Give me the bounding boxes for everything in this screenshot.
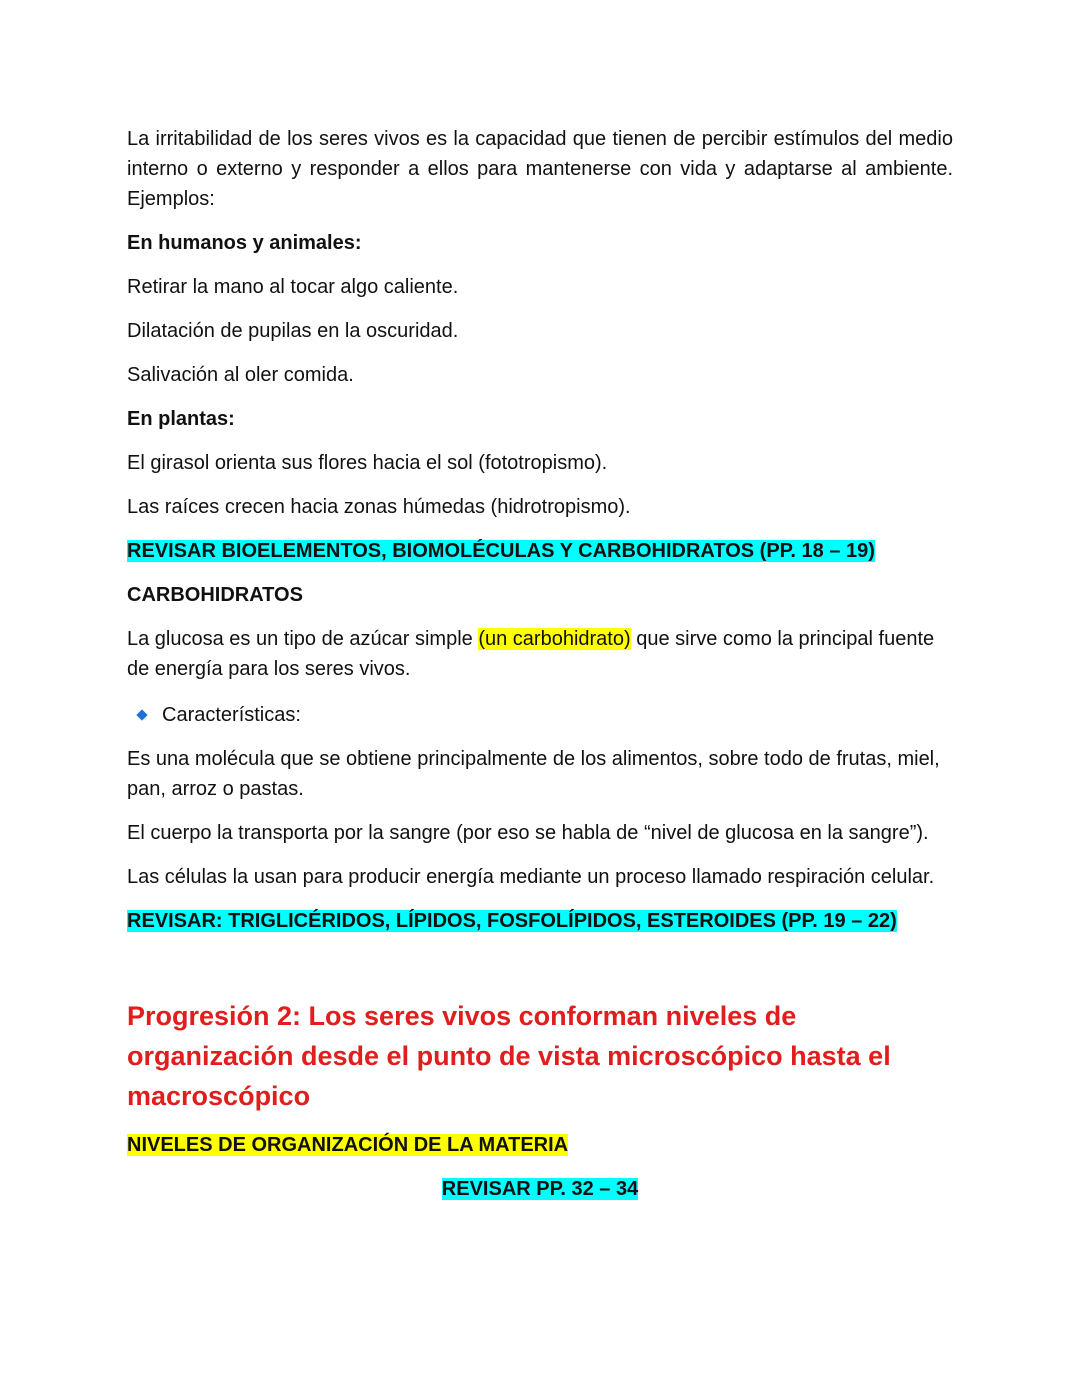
review-note-pages-text: REVISAR PP. 32 – 34 [441,1178,639,1200]
glucose-text-end: que sirve como la principal fuente de energía para los seres vivos. [127,628,935,680]
glucose-highlight: (un carbohidrato) [478,628,631,650]
humans-heading: En humanos y animales: [127,232,362,254]
glucose-detail-2: El cuerpo la transporta por la sangre (por eso se habla de “nivel de glucosa en la sangre”). [127,822,929,844]
review-note-lipids [127,906,953,936]
glucose-detail-1: Es una molécula que se obtiene principalmente de los alimentos, sobre todo de frutas, miel, pan, arroz o pastas. [127,748,940,800]
review-note-pages [127,1174,953,1204]
review-note-bioelements [127,536,953,566]
characteristics-label: Características: [162,704,301,726]
intro-paragraph: La irritabilidad de los seres vivos es la capacidad que tienen de percibir estímulos del medio interno o externo y responder a ellos para mantenerse con vida y adaptarse al ambiente. Ejemplos: [127,128,953,210]
plants-example-1: El girasol orienta sus flores hacia el sol (fototropismo). [127,452,608,474]
humans-example-2: Dilatación de pupilas en la oscuridad. [127,320,459,342]
organization-levels-heading-text: NIVELES DE ORGANIZACIÓN DE LA MATERIA [127,1134,569,1156]
glucose-text-start: La glucosa es un tipo de azúcar simple [127,628,479,650]
document-page [127,124,953,1204]
humans-example-3: Salivación al oler comida. [127,364,354,386]
glucose-detail-3: Las células la usan para producir energía mediante un proceso llamado respiración celular. [127,866,935,888]
humans-example-1: Retirar la mano al tocar algo caliente. [127,276,459,298]
diamond-bullet-icon [136,709,147,720]
plants-example-2: Las raíces crecen hacia zonas húmedas (hidrotropismo). [127,496,631,518]
glucose-paragraph [127,624,953,684]
characteristics-bullet [127,700,953,730]
organization-levels-heading [127,1130,953,1160]
progression-heading: Progresión 2: Los seres vivos conforman niveles de organización desde el punto de vista microscópico hasta el macroscópico [127,1001,891,1111]
plants-heading: En plantas: [127,408,235,430]
carbohydrates-title: CARBOHIDRATOS [127,584,303,606]
review-note-bioelements-text: REVISAR BIOELEMENTOS, BIOMOLÉCULAS Y CARBOHIDRATOS (PP. 18 – 19) [127,540,875,562]
review-note-lipids-text: REVISAR: TRIGLICÉRIDOS, LÍPIDOS, FOSFOLÍPIDOS, ESTEROIDES (PP. 19 – 22) [127,910,897,932]
